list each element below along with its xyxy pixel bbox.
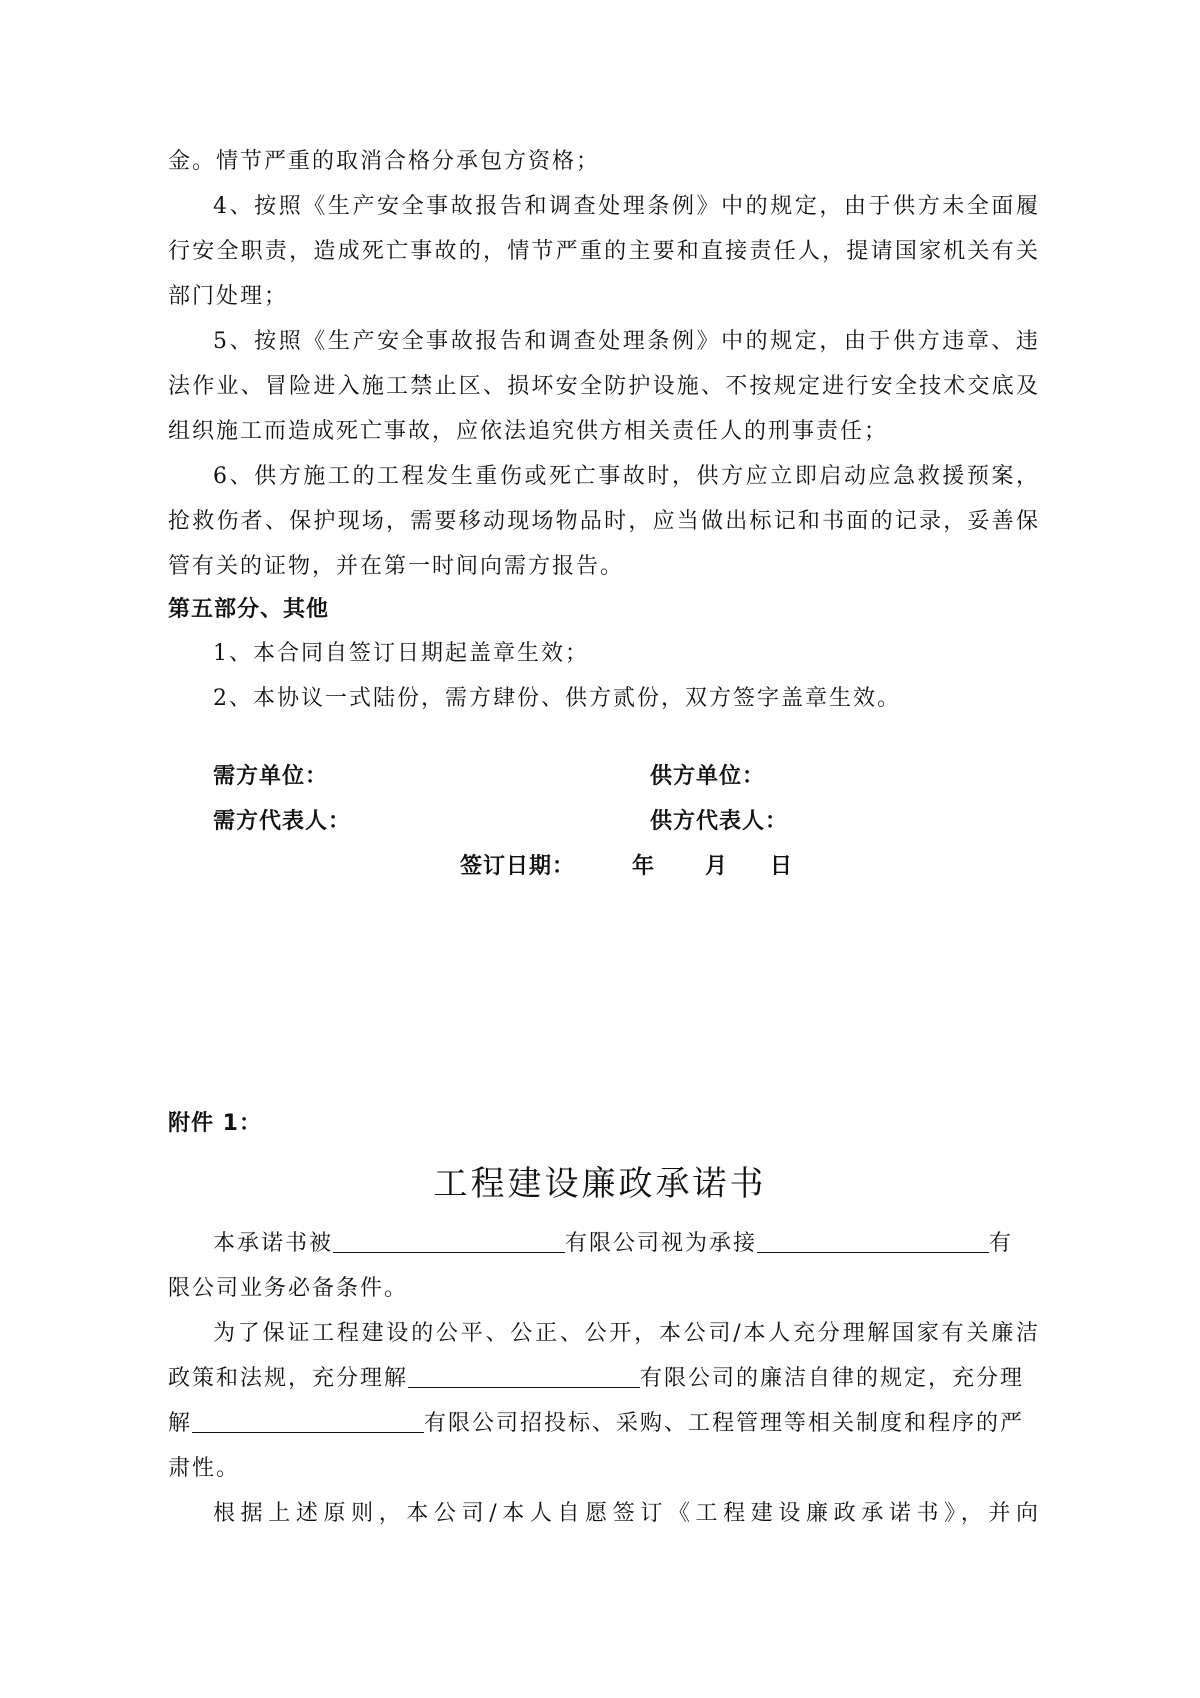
pledge-text: 政策和法规，充分理解	[168, 1366, 409, 1391]
pledge-p2-line: 肃性。	[168, 1456, 241, 1481]
buyer-rep-label: 需方代表人：	[213, 809, 352, 834]
pledge-text: 本承诺书被	[213, 1231, 334, 1256]
clause-5-line: 5、按照《生产安全事故报告和调查处理条例》中的规定，由于供方违章、违	[213, 329, 1038, 354]
clause-5-line: 法作业、冒险进入施工禁止区、损坏安全防护设施、不按规定进行安全技术交底及	[168, 374, 1038, 399]
clause-4-line: 行安全职责，造成死亡事故的，情节严重的主要和直接责任人，提请国家机关有关	[168, 239, 1038, 264]
pledge-p2-line	[168, 1365, 1038, 1393]
other-item-2: 2、本协议一式陆份，需方肆份、供方贰份，双方签字盖章生效。	[213, 686, 901, 711]
date-day: 日	[770, 854, 794, 879]
pledge-text: 有限公司的廉洁自律的规定，充分理	[640, 1366, 1025, 1391]
seller-unit-label: 供方单位：	[650, 764, 766, 789]
pledge-p2-line: 为了保证工程建设的公平、公正、公开，本公司/本人充分理解国家有关廉洁	[213, 1321, 1038, 1346]
date-year: 年	[632, 854, 656, 879]
pledge-p1-line: 限公司业务必备条件。	[168, 1276, 409, 1301]
clause-4-line: 4、按照《生产安全事故报告和调查处理条例》中的规定，由于供方未全面履	[213, 194, 1038, 219]
body-line: 金。情节严重的取消合格分承包方资格；	[168, 149, 601, 174]
blank-company-field[interactable]	[333, 1230, 565, 1253]
date-month: 月	[705, 854, 729, 879]
blank-company-field[interactable]	[757, 1230, 989, 1253]
pledge-p2-line	[168, 1410, 1038, 1438]
pledge-text: 解	[168, 1411, 193, 1436]
clause-6-line: 6、供方施工的工程发生重伤或死亡事故时，供方应立即启动应急救援预案，	[213, 464, 1038, 489]
clause-4-line: 部门处理；	[168, 284, 289, 309]
attachment-label: 附件 1：	[168, 1111, 262, 1136]
seller-rep-label: 供方代表人：	[650, 809, 789, 834]
other-item-1: 1、本合同自签订日期起盖章生效；	[213, 641, 589, 666]
buyer-unit-label: 需方单位：	[213, 764, 329, 789]
pledge-p1-line	[213, 1230, 1038, 1258]
pledge-text: 有限公司招投标、采购、工程管理等相关制度和程序的严	[424, 1411, 1025, 1436]
clause-5-line: 组织施工而造成死亡事故，应依法追究供方相关责任人的刑事责任；	[168, 419, 889, 444]
blank-company-field[interactable]	[192, 1410, 424, 1433]
pledge-text: 有限公司视为承接	[565, 1231, 758, 1256]
clause-6-line: 抢救伤者、保护现场，需要移动现场物品时，应当做出标记和书面的记录，妥善保	[168, 509, 1038, 534]
clause-6-line: 管有关的证物，并在第一时间向需方报告。	[168, 554, 625, 579]
pledge-p3-line: 根据上述原则，本公司/本人自愿签订《工程建设廉政承诺书》，并向	[213, 1501, 1038, 1526]
blank-company-field[interactable]	[408, 1365, 640, 1388]
section-heading: 第五部分、其他	[168, 597, 330, 622]
attachment-title: 工程建设廉政承诺书	[433, 1164, 767, 1204]
sign-date-label: 签订日期：	[460, 854, 576, 879]
pledge-text: 有	[989, 1231, 1014, 1256]
